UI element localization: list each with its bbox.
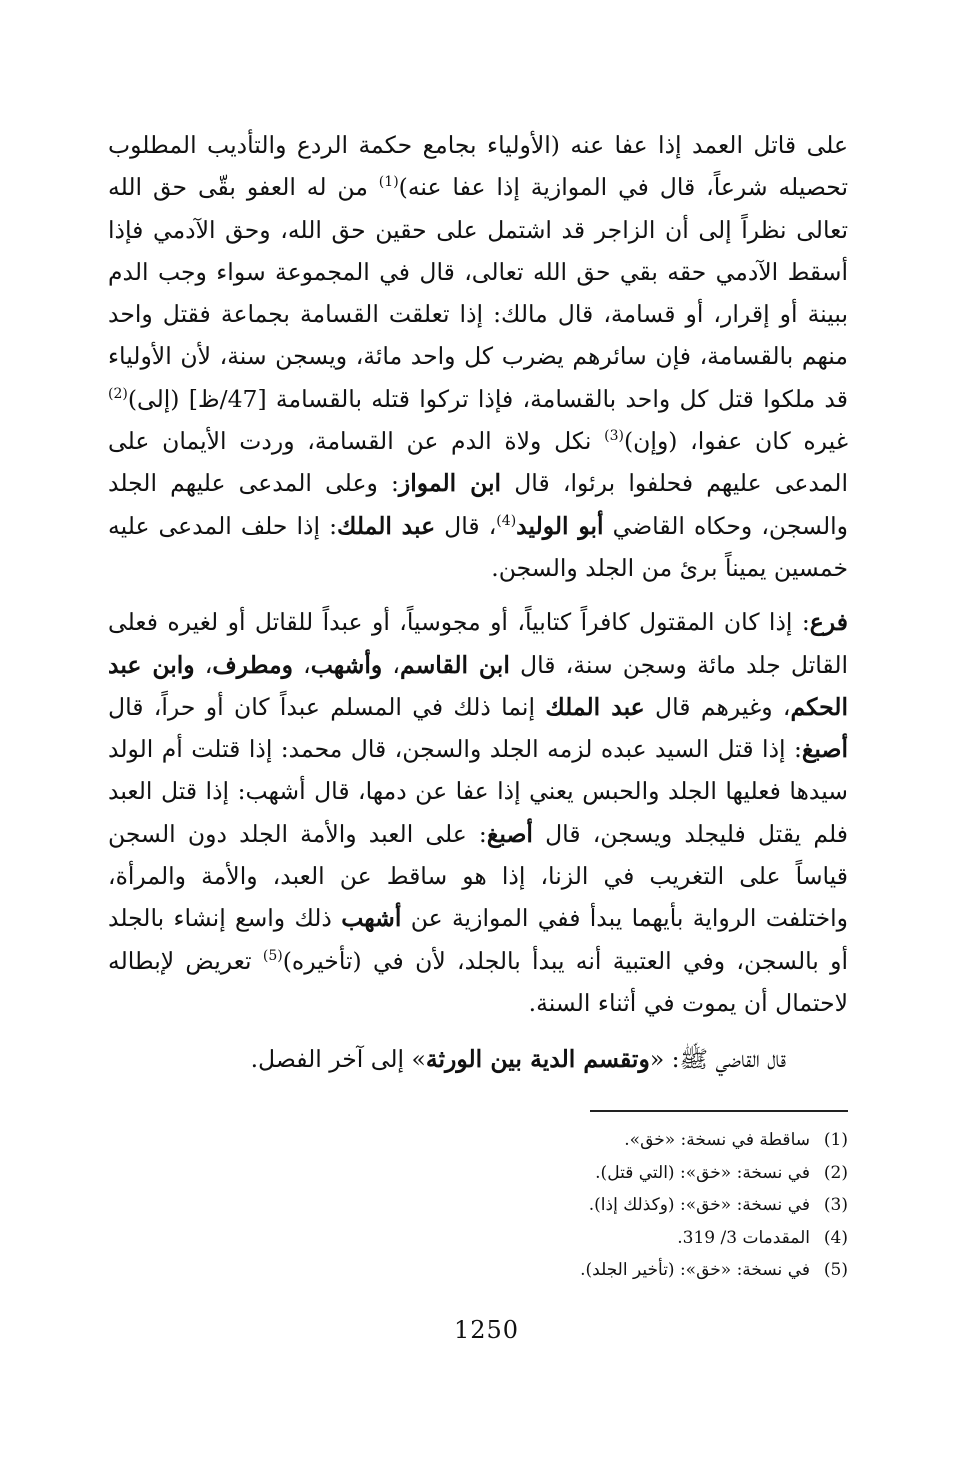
text-run: ، وغيرهم قال: [644, 692, 791, 721]
text-run: على قاتل العمد إذا عفا عنه (الأولياء بجامع حكمة الردع والتأديب المطلوب تحصيله شرعاً، قال في الموازية إذا عفا عنه): [108, 131, 849, 202]
footnote-reference: (5): [262, 947, 283, 964]
footnote-reference: (1): [378, 174, 399, 191]
footnote-text: في نسخة: «خق»: (التي قتل).: [595, 1162, 810, 1183]
closing-suffix: » إلى آخر الفصل.: [250, 1045, 426, 1074]
text-run: ،: [292, 650, 311, 679]
footnote-text: في نسخة: «خق»: (وكذلك إذا).: [588, 1195, 810, 1215]
closing-quote: وتقسم الدية بين الورثة: [425, 1045, 650, 1074]
bold-name: فرع: [809, 608, 848, 637]
footnote-reference: (4): [496, 512, 517, 529]
text-run: من له العفو بقّى حق الله تعالى نظراً إلى أن الزاجر قد اشتمل على حقين حق الله، وحق الآدمي فإذا أسقط الآدمي حقه بقي حق الله تعالى، قال في المجموعة سواء وجب الدم ببينة أو إقرار، أو قسامة، قال مالك: إذا تعلقت القسامة بجماعة فقتل واحد منهم بالقسامة، فإن سائرهم يضرب كل واحد مائة، ويسجن سنة، لأن الأولياء قد ملكوا قتل كل واحد بالقسامة، فإذا تركوا قتله بالقسامة [47/ظ] (إلى): [108, 173, 848, 413]
footnote-2: [328, 1157, 848, 1190]
bold-name: ومطرف: [212, 650, 293, 679]
footnote-3: [328, 1189, 848, 1222]
text-run: غيره كان عفوا، (وإن): [623, 427, 848, 456]
footnote-reference: (3): [604, 428, 624, 445]
bold-name: أصبغ: [801, 735, 848, 764]
footnote-reference: (2): [108, 385, 128, 402]
bold-name: ابن المواز: [398, 469, 502, 498]
text-run: : وعلى المدعى عليهم الجلد والسجن، وحكاه القاضي: [108, 469, 848, 540]
footnote-number: (3): [823, 1195, 848, 1215]
footnote-number: (2): [823, 1162, 848, 1183]
text-run: ، قال: [435, 511, 497, 540]
text-run: : إذا حلف المدعى عليه خمسين يميناً برئ من الجلد والسجن.: [108, 511, 848, 582]
bold-name: وابن عبد الحكم: [108, 650, 848, 721]
footnote-number: (4): [823, 1227, 848, 1248]
bold-name: عبد الملك: [337, 511, 436, 540]
footnotes: [328, 1124, 848, 1287]
text-run: ،: [382, 650, 400, 679]
text-run: نكل ولاة الدم عن القسامة، وردت الأيمان على المدعى عليهم فحلفوا برئوا، قال: [108, 427, 848, 498]
closing-line: [108, 1038, 848, 1080]
bold-name: وأشهب: [310, 650, 383, 679]
bold-name: ابن القاسم: [399, 650, 510, 679]
bold-name: أشهب: [341, 904, 402, 933]
bold-name: عبد الملك: [545, 692, 645, 721]
bold-name: أبو الوليد: [516, 511, 604, 540]
paragraph-1: [108, 124, 848, 589]
text-run: تعريض لإبطاله لاحتمال أن يموت في أثناء السنة.: [108, 946, 848, 1017]
footnote-text: ساقطة في نسخة: «خق».: [624, 1130, 810, 1150]
text-run: : إذا قتل السيد عبده لزمه الجلد والسجن، قال محمد: إذا قتلت أم الولد سيدها فعليها الجلد والحبس يعني إذا عفا عن دمها، قال أشهب: إذا قتل العبد فلم يقتل فليجلد ويسجن، قال: [108, 735, 848, 848]
bold-name: أصبغ: [486, 819, 533, 848]
text-run: ذلك واسع إنشاء بالجلد أو بالسجن، وفي العتبية أنه يبدأ بالجلد، لأن في (تأخيره): [108, 904, 849, 975]
footnote-1: [328, 1124, 848, 1157]
footnote-text: في نسخة: «خق»: (تأخير الجلد).: [580, 1260, 810, 1280]
footnote-5: [328, 1254, 848, 1287]
footnote-4: [328, 1222, 848, 1255]
text-run: إنما ذلك في المسلم عبداً كان أو حراً، قال: [108, 692, 546, 721]
text-run: : إذا كان المقتول كافراً كتابياً، أو مجوسياً، أو عبداً للقاتل أو لغيره فعلى القاتل جلد مائة وسجن سنة، قال: [108, 608, 849, 679]
closing-prefix: قال القاضي ﷺ: «: [649, 1045, 786, 1074]
page-number: 1250: [453, 1316, 520, 1344]
main-text: [108, 124, 848, 1080]
footnote-number: (1): [823, 1130, 848, 1150]
text-run: : على العبد والأمة الجلد دون السجن قياساً على التغريب في الزنا، إذا هو ساقط عن العبد، والأمة والمرأة، واختلفت الرواية بأيهما يبدأ ففي الموازية عن: [108, 819, 848, 933]
paragraph-2: [108, 601, 848, 1024]
footnote-number: (5): [823, 1260, 848, 1280]
text-run: ،: [194, 650, 213, 679]
footnote-text: المقدمات 3/ 319.: [677, 1227, 810, 1248]
footnote-separator: [590, 1110, 848, 1112]
